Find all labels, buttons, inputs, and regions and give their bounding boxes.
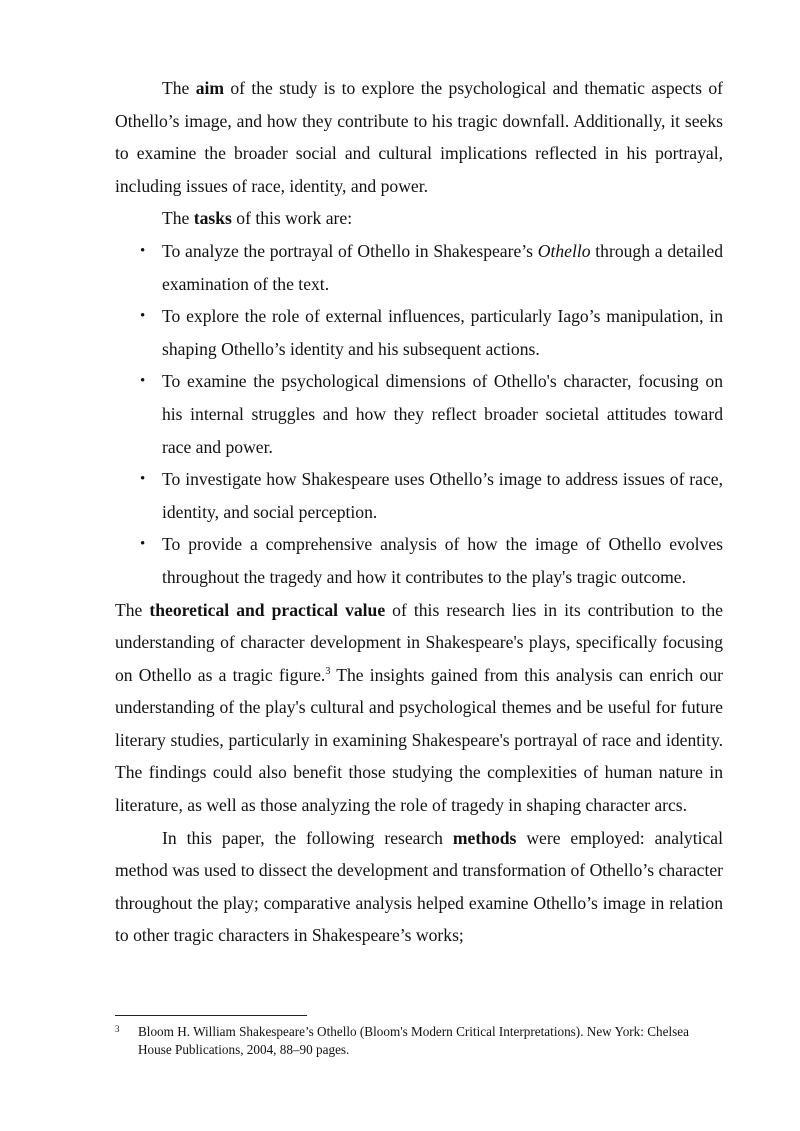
task-1-text [162, 235, 723, 300]
value-keyword: theoretical and practical value [149, 599, 386, 620]
list-item [140, 463, 723, 528]
task-3-text: To examine the psychological dimensions of Othello's character, focusing on his internal struggles and how they reflect broader societal attitudes toward race and power. [162, 371, 723, 457]
bullet-icon: • [140, 308, 146, 325]
bullet-icon: • [140, 242, 146, 259]
list-item [140, 235, 724, 300]
list-item [140, 300, 723, 365]
aim-paragraph-text: of the study is to explore the psychological and thematic aspects of Othello’s image, and how they contribute to his tragic downfall. Additionally, it seeks to examine the broader social and cultural implications reflected in his portrayal, including issues of race, identity, and power. [115, 78, 723, 196]
body-text [115, 72, 723, 952]
aim-keyword: aim [195, 78, 225, 98]
task-1-lead: To analyze the portrayal of Othello in Shakespeare’s [162, 240, 538, 261]
methods-keyword: methods [452, 827, 517, 848]
task-2-text: To explore the role of external influences, particularly Iago’s manipulation, in shaping Othello’s identity and his subsequent actions. [162, 306, 723, 359]
methods-paragraph [115, 822, 723, 952]
task-4-text: To investigate how Shakespeare uses Othello’s image to address issues of race, identity, and social perception. [162, 469, 723, 522]
footnote-text: Bloom H. William Shakespeare’s Othello (Bloom's Modern Critical Interpretations). New York: Chelsea House Publications, 2004, 88–90 pages. [138, 1024, 689, 1057]
tasks-intro-text: of this work are: [231, 208, 353, 229]
list-item [140, 528, 723, 593]
tasks-intro-lead: The [162, 208, 194, 229]
task-5-text: To provide a comprehensive analysis of how the image of Othello evolves throughout the tragedy and how it contributes to the play's tragic outcome. [162, 534, 723, 587]
list-item [140, 365, 723, 463]
aim-paragraph-lead: The [162, 78, 196, 98]
bullet-icon: • [140, 373, 146, 390]
tasks-keyword: tasks [193, 208, 232, 229]
tasks-list [115, 235, 723, 594]
tasks-intro [115, 202, 723, 235]
task-1-tail: through a detailed examination of the text. [162, 240, 724, 294]
methods-paragraph-lead: In this paper, the following research [162, 827, 453, 848]
bullet-icon: • [140, 471, 146, 488]
footnote-separator [115, 1015, 307, 1016]
value-paragraph-text: of this research lies in its contribution to the understanding of character development in Shakespeare's plays, specifically focusing on Othello as a tragic figure. [115, 599, 723, 685]
aim-paragraph [115, 72, 723, 202]
value-paragraph [115, 594, 723, 822]
value-paragraph-rest: The insights gained from this analysis can enrich our understanding of the play's cultural and psychological themes and be useful for future literary studies, particularly in examining Shakespeare's portrayal of race and identity. The findings could also benefit those studying the complexities of human nature in literature, as well as those analyzing the role of tragedy in shaping character arcs. [115, 664, 723, 816]
footnote [115, 1023, 723, 1058]
methods-paragraph-text: were employed: analytical method was used to dissect the development and transformation of Othello’s character throughout the play; comparative analysis helped examine Othello’s image in relation to other tragic characters in Shakespeare’s works; [115, 827, 723, 946]
value-paragraph-lead: The [115, 599, 150, 620]
footnote-reference[interactable]: 3 [325, 665, 331, 677]
play-title: Othello [537, 240, 591, 261]
footnote-number: 3 [115, 1024, 120, 1034]
bullet-icon: • [140, 536, 146, 553]
